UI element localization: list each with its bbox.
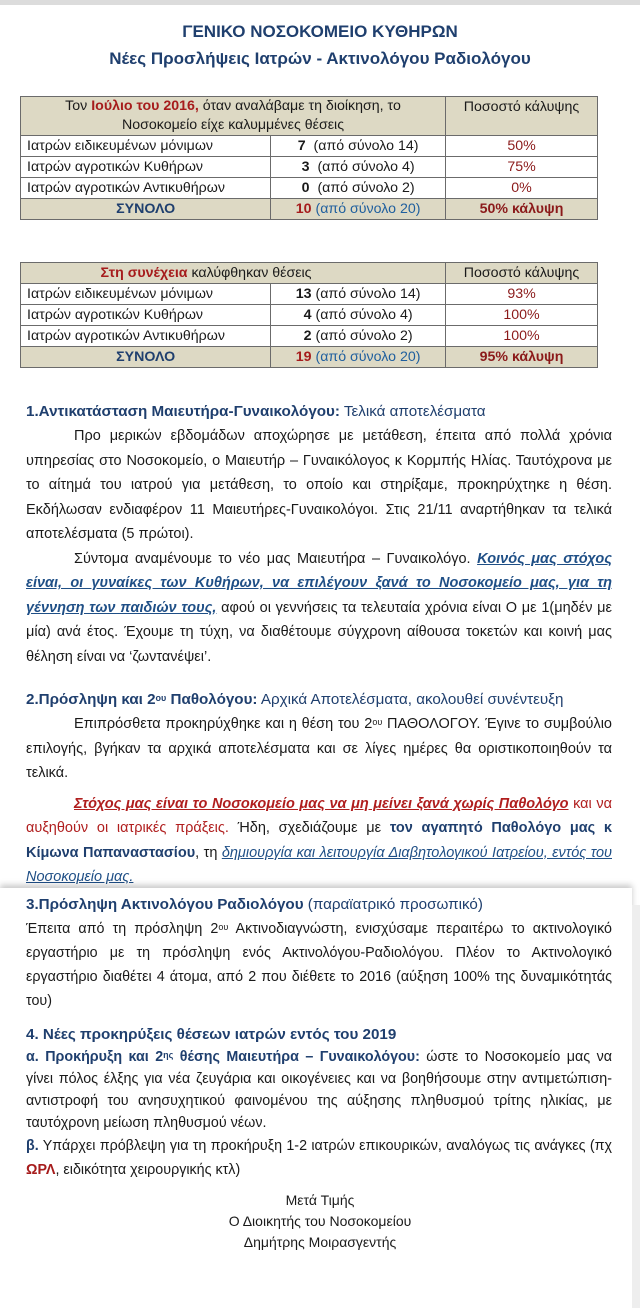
section-heading: 1.Αντικατάσταση Μαιευτήρα-Γυναικολόγου: Τελικά αποτελέσματα xyxy=(26,403,486,420)
table-row: Ιατρών αγροτικών Κυθήρων 3 (από σύνολο 4) 75% xyxy=(21,157,598,178)
table-row: Ιατρών αγροτικών Αντικυθήρων 0 (από σύνολο 2) 0% xyxy=(21,178,598,199)
coverage-table-current xyxy=(20,262,598,368)
section-new-positions-2019 xyxy=(26,1024,612,1182)
paragraph: Σύντομα αναμένουμε το νέο μας Μαιευτήρα – Γυναικολόγο. Κοινός μας στόχος είναι, οι γυναίκες των Κυθήρων, να επιλέγουν ξανά το Νοσοκομείο μας, για τη γέννηση των παιδιών τους, αφού οι γεννήσεις τα τελευταία χρόνια είναι Ο με 1(μηδέν με μία) ανά έτος. Έχουμε τη τύχη, να διαθέτουμε σύγχρονη αίθουσα τοκετών και κοινή μας θέληση είναι να ‘ζωντανέψει’. xyxy=(26,550,612,665)
section-heading: 2.Πρόσληψη και $2^{o\upsilon}$ Παθολόγου: Αρχικά Αποτελέσματα, ακολουθεί συνέντευξη xyxy=(26,691,564,708)
table-total-row: ΣΥΝΟΛΟ 19 (από σύνολο 20) 95% κάλυψη xyxy=(21,347,598,368)
page-title: ΓΕΝΙΚΟ ΝΟΣΟΚΟΜΕΙΟ ΚΥΘΗΡΩΝ xyxy=(182,22,458,41)
table-row: Ιατρών ειδικευμένων μόνιμων 7 (από σύνολο 14) 50% xyxy=(21,136,598,157)
table-row: Ιατρών ειδικευμένων μόνιμων 13 (από σύνολο 14) 93% xyxy=(21,284,598,305)
table-header-row xyxy=(21,263,598,284)
col-coverage-header: Ποσοστό κάλυψης xyxy=(446,263,598,284)
paragraph: Έπειτα από τη πρόσληψη $2^{o\upsilon}$ Ακτινοδιαγνώστη, ενισχύσαμε περαιτέρω το ακτινολογικό εργαστήριο με τη πρόσληψη ενός Ακτινολόγου-Ραδιολόγου. Πλέον το Ακτινολογικό εργαστήριο διαθέτει 4 άτομα, από 2 που διέθετε το 2016 (αύξηση 100% της δυναμικότητάς του) xyxy=(26,921,612,1009)
table-row: Ιατρών αγροτικών Κυθήρων 4 (από σύνολο 4) 100% xyxy=(21,305,598,326)
signature-closing: Μετά Τιμής xyxy=(285,1192,355,1208)
paragraph: Επιπρόσθετα προκηρύχθηκε και η θέση του $2^{o\upsilon}$ ΠΑΘΟΛΟΓΟΥ. Έγινε το συμβούλιο επιλογής, βγήκαν τα αρχικά αποτελέσματα και σε λίγες ημέρες θα οριστικοποιηθούν τα τελικά. xyxy=(26,716,612,781)
table-header-cell: Στη συνέχεια καλύφθηκαν θέσεις xyxy=(21,263,446,284)
col-coverage-header: Ποσοστό κάλυψης xyxy=(446,97,598,136)
section-obgyn-replacement xyxy=(26,400,612,669)
section-heading: 4. Νέες προκηρύξεις θέσεων ιατρών εντός του 2019 xyxy=(26,1026,397,1043)
coverage-table-2016 xyxy=(20,96,598,220)
signature-block xyxy=(0,1190,640,1253)
top-divider xyxy=(0,0,640,5)
section-heading: 3.Πρόσληψη Ακτινολόγου Ραδιολόγου (παραϊατρικό προσωπικό) xyxy=(26,896,483,913)
list-item: β. Υπάρχει πρόβλεψη για τη προκήρυξη 1-2 ιατρών επικουρικών, αναλόγως τις ανάγκες (πχ ΩΡΛ, ειδικότητα χειρουργικής κτλ) xyxy=(26,1138,612,1178)
signature-role: Ο Διοικητής του Νοσοκομείου xyxy=(228,1213,412,1229)
section-pathologist-hire xyxy=(26,688,612,890)
table-header-cell: Τον Ιούλιο του 2016, όταν αναλάβαμε τη διοίκηση, το Νοσοκομείο είχε καλυμμένες θέσεις xyxy=(21,97,446,136)
list-item: α. Προκήρυξη και $2^{\eta\varsigma}$ θέσης Μαιευτήρα – Γυναικολόγου: ώστε το Νοσοκομείο μας να γίνει πόλος έλξης για νέα ζευγάρια και οικογένειες και να βοηθήσουμε στην αντιμετώπιση-αντιστροφή του ανησυχητικού φαινομένου της αύξησης πληθυσμού τρίτης ηλικίας, με ταυτόχρονη μείωση πληθυσμού νέων. xyxy=(26,1049,612,1131)
table-header-row xyxy=(21,97,598,136)
emphasis-link: δημιουργία και λειτουργία Διαβητολογικού Ιατρείου, εντός του Νοσοκομείο μας. xyxy=(26,844,612,885)
emphasis-link: Κοινός μας στόχος είναι, οι γυναίκες των Κυθήρων, να επιλέγουν ξανά το Νοσοκομείο μας, για τη γέννηση των παιδιών τους, xyxy=(26,550,612,616)
table-row: Ιατρών αγροτικών Αντικυθήρων 2 (από σύνολο 2) 100% xyxy=(21,326,598,347)
paragraph: Προ μερικών εβδομάδων αποχώρησε με μετάθεση, έπειτα από πολλά χρόνια υπηρεσίας στο Νοσοκομείο, ο Μαιευτήρ – Γυναικόλογος κ Κορμπής Ηλίας. Ταυτόχρονα με το αίτημά του ιατρού για μετάθεση, το οποίο και στηρίξαμε, προκηρύχτηκε η θέση. Εκδήλωσαν ενδιαφέρον 11 Μαιευτήρες-Γυναικολόγοι. Στις 21/11 αναρτήθηκαν τα τελικά αποτελέσματα (5 πρώτοι). xyxy=(26,428,612,542)
page-subtitle: Νέες Προσλήψεις Ιατρών - Ακτινολόγου Ραδιολόγου xyxy=(109,49,531,68)
signature-name: Δημήτρης Μοιρασγεντής xyxy=(243,1234,397,1250)
table-total-row: ΣΥΝΟΛΟ 10 (από σύνολο 20) 50% κάλυψη xyxy=(21,199,598,220)
paragraph: Στόχος μας είναι το Νοσοκομείο μας να μη μείνει ξανά χωρίς Παθολόγο και να αυξηθούν οι ιατρικές πράξεις. Ήδη, σχεδιάζουμε με τον αγαπητό Παθολόγο μας κ Κίμωνα Παπαναστασίου, τη δημιουργία και λειτουργία Διαβητολογικού Ιατρείου, εντός του Νοσοκομείο μας. xyxy=(26,795,612,885)
section-radiologist-hire xyxy=(26,893,612,1013)
